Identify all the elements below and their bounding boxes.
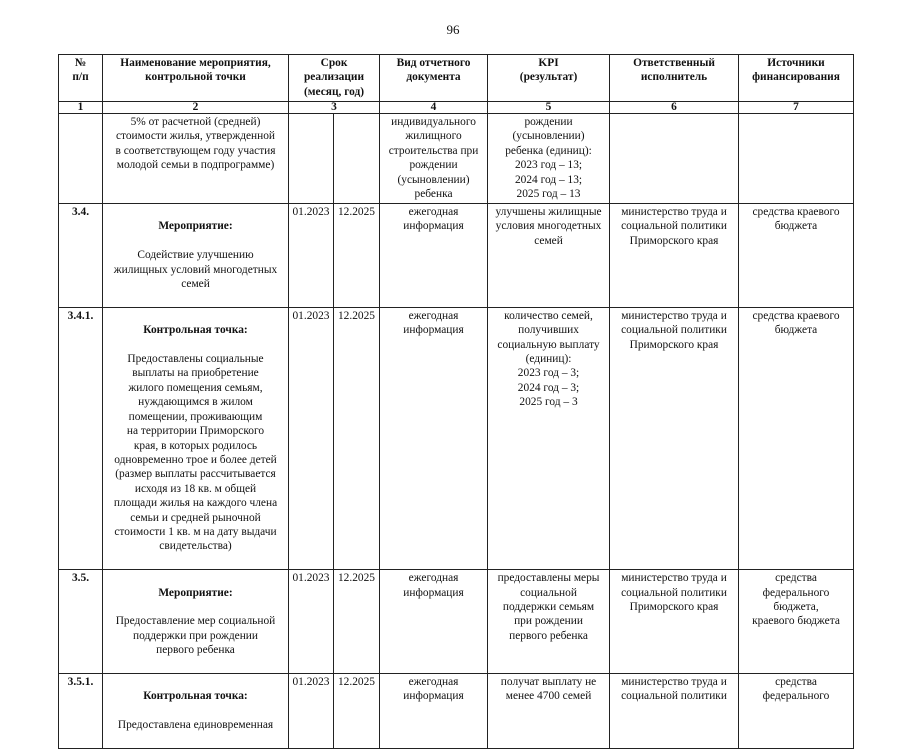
row-name xyxy=(103,204,289,308)
row-start-date xyxy=(289,114,334,204)
row-document: индивидуального жилищного строительства при рождении (усыновлении) ребенка xyxy=(380,114,488,204)
row-funding: средства федерального xyxy=(739,674,854,749)
row-number: 3.4. xyxy=(59,204,103,308)
header-number: № п/п xyxy=(59,55,103,102)
row-name-title: Контрольная точка: xyxy=(143,324,248,337)
column-number: 6 xyxy=(610,102,739,114)
row-name-text: 5% от расчетной (средней) стоимости жилья, утвержденной в соответствующем году участия молодой семьи в подпрограмме) xyxy=(115,116,276,172)
row-funding xyxy=(739,114,854,204)
row-funding: средства краевого бюджета xyxy=(739,307,854,569)
header-kpi: KPI (результат) xyxy=(488,55,610,102)
row-kpi: предоставлены меры социальной поддержки семьям при рождении первого ребенка xyxy=(488,570,610,674)
row-responsible: министерство труда и социальной политики Приморского края xyxy=(610,307,739,569)
row-end-date xyxy=(334,114,380,204)
table-row xyxy=(59,570,854,674)
row-responsible: министерство труда и социальной политики Приморского края xyxy=(610,204,739,308)
row-start-date: 01.2023 xyxy=(289,674,334,749)
row-kpi: рождении (усыновлении) ребенка (единиц): 2023 год – 13; 2024 год – 13; 2025 год – 13 xyxy=(488,114,610,204)
column-number: 5 xyxy=(488,102,610,114)
header-row xyxy=(59,55,854,102)
header-deadline: Срок реализации (месяц, год) xyxy=(289,55,380,102)
row-name-text: Предоставлены социальные выплаты на приобретение жилого помещения семьям, нуждающимся в жилом помещении, проживающим на территории Приморского края, в которых родилось одновременно трое и более детей (размер выплаты рассчитывается исходя из 18 кв. м общей площади жилья на каждого члена семьи и средней рыночной стоимости 1 кв. м на дату выдачи свидетельства) xyxy=(113,353,278,553)
row-document: ежегодная информация xyxy=(380,570,488,674)
row-name xyxy=(103,570,289,674)
page-number: 96 xyxy=(446,22,460,37)
header-responsible: Ответственный исполнитель xyxy=(610,55,739,102)
row-name-text: Содействие улучшению жилищных условий многодетных семей xyxy=(113,249,278,291)
row-number xyxy=(59,114,103,204)
table-row xyxy=(59,114,854,204)
column-number: 3 xyxy=(289,102,380,114)
row-document: ежегодная информация xyxy=(380,307,488,569)
row-kpi: получат выплату не менее 4700 семей xyxy=(488,674,610,749)
row-start-date: 01.2023 xyxy=(289,307,334,569)
row-document: ежегодная информация xyxy=(380,204,488,308)
column-number: 7 xyxy=(739,102,854,114)
row-number: 3.5. xyxy=(59,570,103,674)
column-number-row xyxy=(59,102,854,114)
header-name: Наименование мероприятия, контрольной точки xyxy=(103,55,289,102)
row-name-title: Контрольная точка: xyxy=(143,690,248,703)
column-number: 4 xyxy=(380,102,488,114)
row-responsible: министерство труда и социальной политики Приморского края xyxy=(610,570,739,674)
row-funding: средства краевого бюджета xyxy=(739,204,854,308)
table-row xyxy=(59,674,854,749)
row-end-date: 12.2025 xyxy=(334,674,380,749)
column-number: 1 xyxy=(59,102,103,114)
column-number: 2 xyxy=(103,102,289,114)
row-number: 3.4.1. xyxy=(59,307,103,569)
row-responsible xyxy=(610,114,739,204)
table-row xyxy=(59,204,854,308)
row-document: ежегодная информация xyxy=(380,674,488,749)
row-name-title: Мероприятие: xyxy=(158,220,233,233)
header-funding: Источники финансирования xyxy=(739,55,854,102)
row-name xyxy=(103,674,289,749)
row-kpi: количество семей, получивших социальную выплату (единиц): 2023 год – 3; 2024 год – 3; 2025 год – 3 xyxy=(488,307,610,569)
row-responsible: министерство труда и социальной политики xyxy=(610,674,739,749)
row-start-date: 01.2023 xyxy=(289,570,334,674)
row-number: 3.5.1. xyxy=(59,674,103,749)
row-name-title: Мероприятие: xyxy=(158,586,233,599)
table-row xyxy=(59,307,854,569)
row-funding: средства федерального бюджета, краевого бюджета xyxy=(739,570,854,674)
plan-table xyxy=(58,54,854,749)
header-document: Вид отчетного документа xyxy=(380,55,488,102)
row-name-text: Предоставлена единовременная xyxy=(117,719,274,732)
row-end-date: 12.2025 xyxy=(334,204,380,308)
row-name xyxy=(103,114,289,204)
row-start-date: 01.2023 xyxy=(289,204,334,308)
row-kpi: улучшены жилищные условия многодетных семей xyxy=(488,204,610,308)
row-name-text: Предоставление мер социальной поддержки при рождении первого ребенка xyxy=(115,615,276,657)
row-name xyxy=(103,307,289,569)
row-end-date: 12.2025 xyxy=(334,307,380,569)
row-end-date: 12.2025 xyxy=(334,570,380,674)
